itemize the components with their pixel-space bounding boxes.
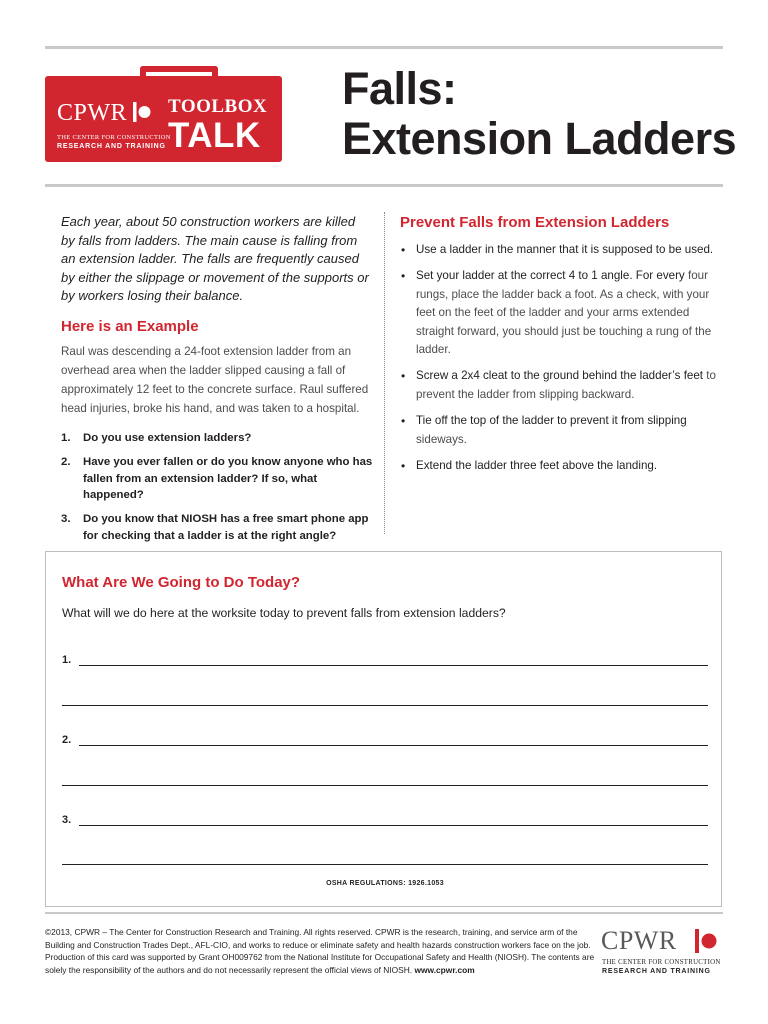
- prevention-text: Set your ladder at the correct 4 to 1 angle. For every: [416, 269, 685, 283]
- footer-logo-full: THE CENTER FOR CONSTRUCTION: [602, 959, 721, 966]
- column-divider: [384, 212, 385, 534]
- logo-toolbox: TOOLBOX: [168, 96, 268, 117]
- bullet-icon: •: [401, 243, 406, 257]
- osha-regulations: OSHA REGULATIONS: 1926.1053: [326, 880, 444, 887]
- answer-line[interactable]: [79, 745, 708, 746]
- answer-number: 2.: [62, 734, 72, 746]
- title-line-1: Falls:: [342, 63, 457, 114]
- question-number: 1.: [61, 432, 71, 444]
- footer-logo-org: CPWR: [601, 926, 677, 955]
- logo-org-full: THE CENTER FOR CONSTRUCTION: [57, 134, 171, 141]
- question-number: 2.: [61, 455, 71, 468]
- prevention-text: Extend the ladder three feet above the landing.: [416, 459, 658, 473]
- example-heading: Here is an Example: [61, 318, 199, 335]
- prevention-item: [400, 241, 720, 259]
- question-item: [61, 454, 381, 504]
- bullet-icon: •: [401, 459, 406, 474]
- prevention-text-cont: four rungs, place the ladder back a foot. As a check, with your feet on the feet of the ladder and your arms extended straight forward, you should just be touching a rung of the ladder.: [416, 269, 712, 357]
- question-text: Have you ever fallen or do you know anyone who has fallen from an extension ladder? If so, what happened?: [83, 455, 373, 502]
- prevention-item: [400, 367, 720, 404]
- toolbox-body: [45, 76, 282, 162]
- logo-org-sub: RESEARCH AND TRAINING: [57, 143, 166, 150]
- header-rule: [45, 184, 723, 187]
- title-line-2: Extension Ladders: [342, 113, 737, 164]
- prevention-text-cont: sideways.: [416, 432, 467, 446]
- website-link[interactable]: www.cpwr.com: [414, 964, 475, 975]
- toolbox-talk-logo: [45, 66, 282, 162]
- bullet-icon: •: [401, 269, 406, 284]
- answer-line[interactable]: [62, 864, 708, 865]
- logo-org: CPWR: [57, 100, 128, 126]
- cpwr-mark-icon: [133, 102, 151, 122]
- prevention-text: Use a ladder in the manner that it is supposed to be used.: [416, 243, 714, 256]
- bullet-icon: •: [401, 414, 406, 429]
- today-question: What will we do here at the worksite today to prevent falls from extension ladders?: [62, 606, 506, 620]
- logo-talk: TALK: [168, 116, 261, 155]
- prevention-text: Screw a 2x4 cleat to the ground behind the ladder’s feet: [416, 369, 704, 383]
- cpwr-mark-icon: [695, 929, 717, 953]
- answer-line[interactable]: [62, 785, 708, 786]
- prevention-item: [400, 267, 720, 359]
- question-text: Do you know that NIOSH has a free smart phone app for checking that a ladder is at the right angle?: [83, 513, 369, 542]
- bullet-icon: •: [401, 369, 406, 384]
- prevent-heading: Prevent Falls from Extension Ladders: [400, 214, 670, 231]
- prevention-item: [400, 412, 720, 449]
- prevention-text-cont: to prevent the ladder from slipping backward.: [416, 369, 716, 401]
- answer-line[interactable]: [79, 825, 708, 826]
- action-plan-box: [45, 551, 722, 907]
- question-text: Do you use extension ladders?: [83, 432, 252, 444]
- example-body: Raul was descending a 24-foot extension ladder from an overhead area when the ladder slipped causing a fall of approximately 12 feet to the concrete surface. Raul suffered head injuries, broke his hand, and was taken to a hospital.: [61, 345, 369, 415]
- answer-number: 1.: [62, 654, 72, 666]
- prevention-item: [400, 457, 720, 475]
- question-item: [61, 430, 381, 447]
- prevention-list: [400, 241, 720, 483]
- today-heading: What Are We Going to Do Today?: [62, 574, 301, 591]
- answer-line[interactable]: [79, 665, 708, 666]
- footer-logo-sub: RESEARCH AND TRAINING: [602, 968, 711, 975]
- footer-rule: [45, 912, 723, 914]
- top-rule: [45, 46, 723, 49]
- copyright-text: ©2013, CPWR – The Center for Construction Research and Training. All rights reserved. CPWR is the research, training, and service arm of the Building and Construction Trades Dept., AFL-CIO, and works to reduce or eliminate safety and health hazards construction workers face on the job. Production of this card was supported by Grant OH009762 from the National Institute for Occupational Safety and Health (NIOSH). The contents are solely the responsibility of the authors and do not necessarily represent the official views of NIOSH.: [45, 927, 595, 975]
- prevention-text: Tie off the top of the ladder to prevent it from slipping: [416, 414, 687, 428]
- answer-line[interactable]: [62, 705, 708, 706]
- intro-paragraph: Each year, about 50 construction workers are killed by falls from ladders. The main cause is falling from an extension ladder. The falls are frequently caused by either the slippage or movement of the supports or by workers losing their balance.: [61, 214, 369, 304]
- discussion-questions: [61, 430, 381, 552]
- question-item: [61, 511, 381, 545]
- page-title: [342, 64, 736, 164]
- footer-copyright: [45, 926, 595, 976]
- question-number: 3.: [61, 513, 71, 526]
- answer-number: 3.: [62, 814, 72, 826]
